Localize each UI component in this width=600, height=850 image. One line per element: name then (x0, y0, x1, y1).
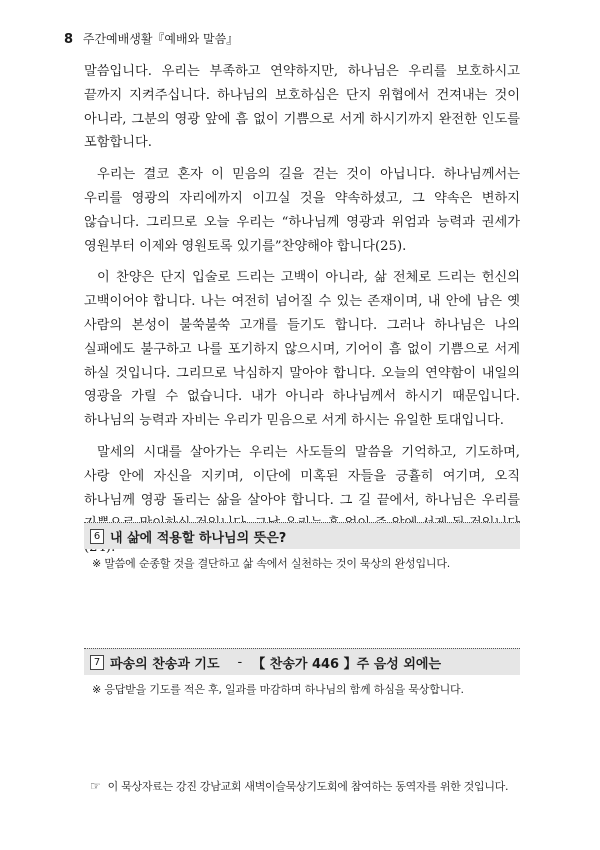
page-header (64, 30, 544, 48)
pointing-hand-icon: ☞ (90, 779, 101, 793)
section-application (84, 522, 520, 571)
section-number: 7 (90, 655, 104, 670)
footer-note (90, 778, 530, 794)
section-heading (84, 522, 520, 549)
section-note: ※ 응답받을 기도를 적은 후, 일과를 마감하며 하나님의 함께 하심을 묵상합니다. (92, 683, 464, 696)
paragraph: 말세의 시대를 살아가는 우리는 사도들의 말씀을 기억하고, 기도하며, 사랑 안에 자신을 지키며, 이단에 미혹된 자들을 긍휼히 여기며, 오직 하나님께 영광 돌리는 삶을 살아야 합니다. 그 길 끝에서, 하나님은 우리를 (84, 444, 520, 508)
section-number: 6 (90, 529, 104, 544)
section-sending (84, 648, 520, 697)
header-title: 주간예배생활『예배와 말씀』 (82, 32, 239, 46)
page-number: 8 (64, 32, 74, 47)
section-note: ※ 말씀에 순종할 것을 결단하고 삶 속에서 실천하는 것이 묵상의 완성입니다. (92, 557, 451, 570)
section-title: 파송의 찬송과 기도 (110, 656, 220, 672)
hymn-reference: 【 찬송가 446 】주 음성 외에는 (252, 656, 442, 672)
footer-text: 이 묵상자료는 강진 강남교회 새벽이슬묵상기도회에 참여하는 동역자를 위한 것입니다. (107, 780, 509, 793)
section-heading (84, 648, 520, 675)
paragraph: 말씀입니다. 우리는 부족하고 연약하지만, 하나님은 우리를 보호하시고 끝까지 지켜주십니다. 하나님의 보호하심은 단지 위협에서 건져내는 것이 아니라, 그분의 영광 앞에 흠 없이 기쁨으로 서게 하시기까지 완전한 인도를 포함합니다. (84, 64, 520, 151)
body-text (84, 60, 520, 568)
paragraph: 우리는 결코 혼자 이 믿음의 길을 걷는 것이 아닙니다. 하나님께서는 우리를 영광의 자리에까지 이끄실 것을 약속하셨고, 그 약속은 변하지 않습니다. 그리므로 오늘 우리는 “하나님께 영광과 위엄과 능력과 권세가 영원부터 이제와 영원토록 있기를”찬양해야 합니다(25). (84, 167, 520, 254)
section-title: 내 삶에 적용할 하나님의 뜻은? (110, 530, 287, 546)
paragraph: 이 찬양은 단지 입술로 드리는 고백이 아니라, 삶 전체로 드리는 헌신의 고백이어야 합니다. 나는 여전히 넘어질 수 있는 존재이며, 내 안에 남은 옛 사람의 본성이 불쑥불쑥 고개를 들기도 합니다. 그러나 하나님은 나의 실패에도 불구하고 나를 포기하지 않으시며, 기어이 흠 없이 기쁨으로 서게 하실 것입니다. 그리므로 낙심하지 말아야 합니다. 오늘의 연약함이 내일의 영광을 가릴 수 없습니다. 내가 아니라 하나님께서 하시기 때문입니다. 하나님의 능력과 자비는 우리가 믿음으로 서게 하시는 유일한 토대입니다. (84, 270, 520, 429)
title-separator: - (237, 654, 243, 670)
